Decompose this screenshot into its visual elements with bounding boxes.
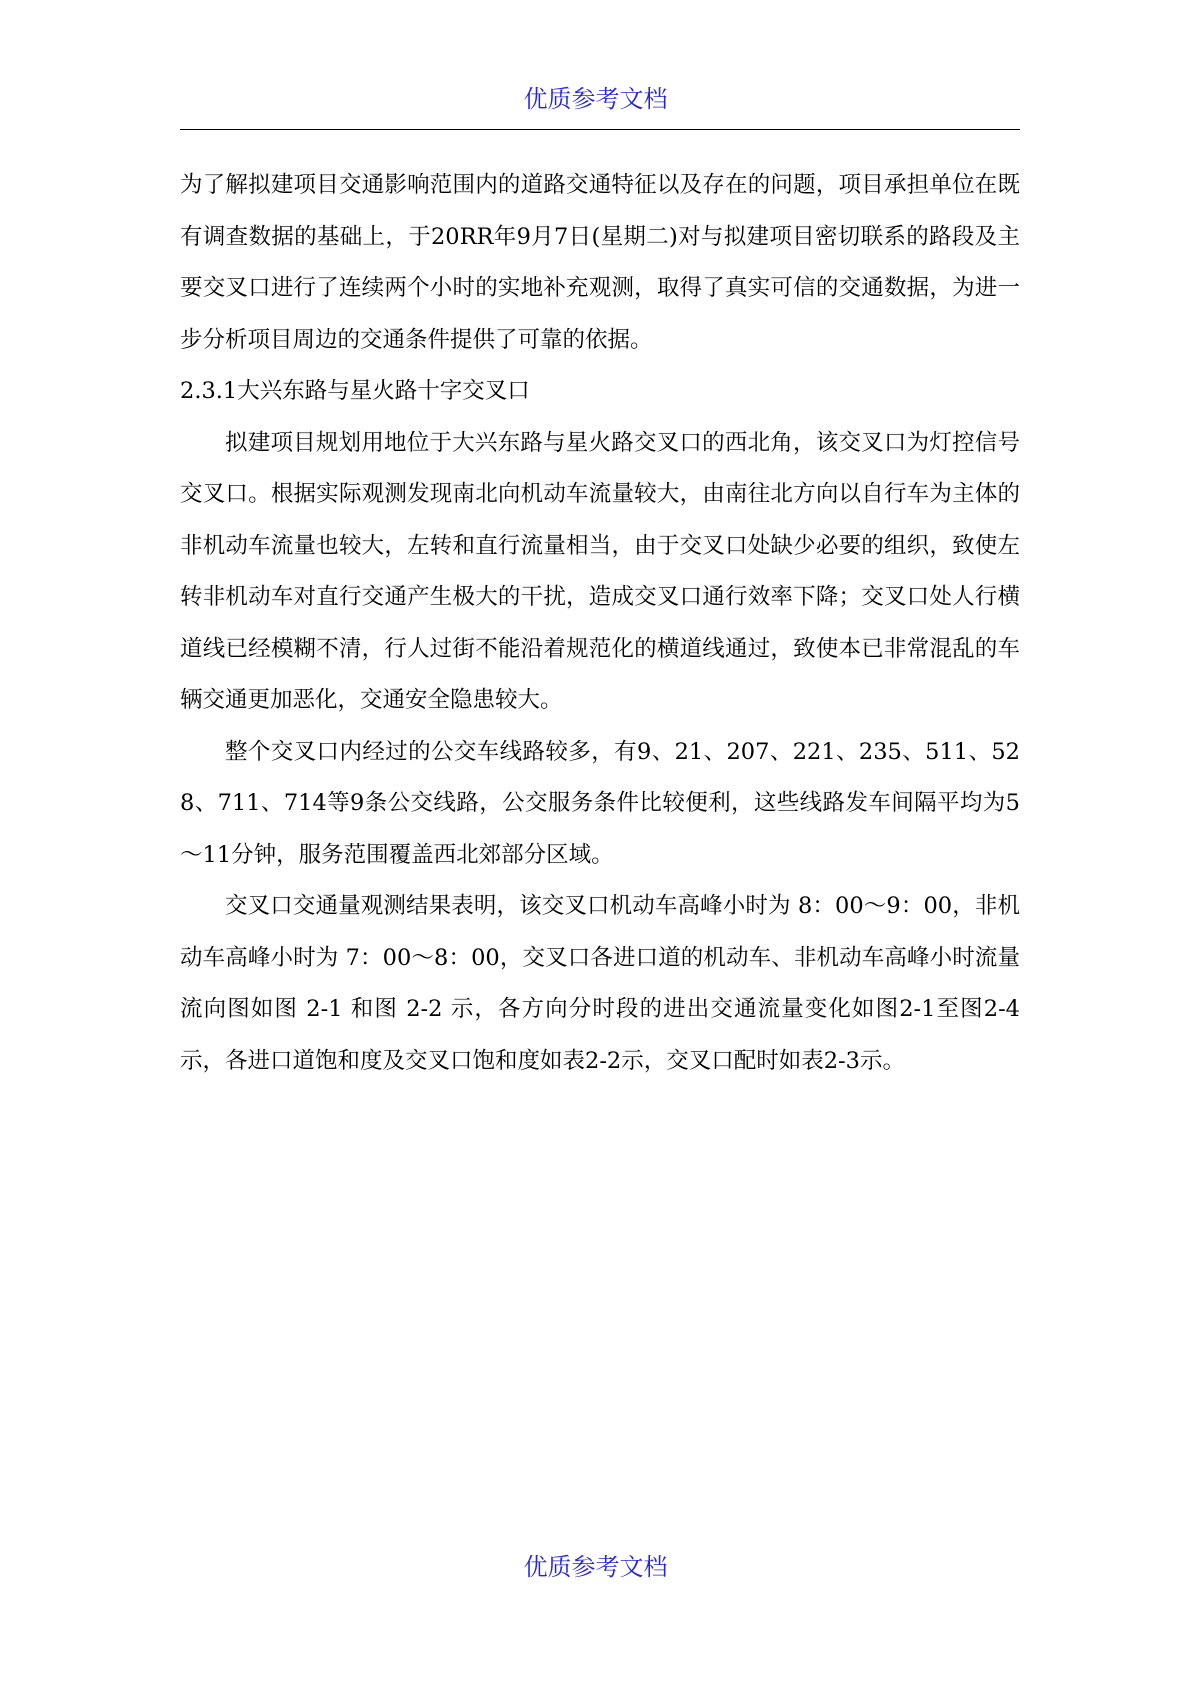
intersection-description-paragraph: 拟建项目规划用地位于大兴东路与星火路交叉口的西北角，该交叉口为灯控信号交叉口。根据实际观测发现南北向机动车流量较大，由南往北方向以自行车为主体的非机动车流量也较大，左转和直行流量相当，由于交叉口处缺少必要的组织，致使左转非机动车对直行交通产生极大的干扰，造成交叉口通行效率下降；交叉口处人行横道线已经模糊不清，行人过街不能沿着规范化的横道线通过，致使本已非常混乱的车辆交通更加恶化，交通安全隐患较大。 — [180, 429, 1020, 713]
page-header-title: 优质参考文档 — [523, 85, 668, 113]
intro-paragraph: 为了解拟建项目交通影响范围内的道路交通特征以及存在的问题，项目承担单位在既有调查数据的基础上，于20RR年9月7日(星期二)对与拟建项目密切联系的路段及主要交叉口进行了连续两个小时的实地补充观测，取得了真实可信的交通数据，为进一步分析项目周边的交通条件提供了可靠的依据。 — [180, 172, 1020, 353]
section-heading: 2.3.1大兴东路与星火路十字交叉口 — [180, 378, 530, 404]
bus-lines-paragraph: 整个交叉口内经过的公交车线路较多，有9、21、207、221、235、511、528、711、714等9条公交线路，公交服务条件比较便利，这些线路发车间隔平均为5～11分钟，服务范围覆盖西北郊部分区域。 — [180, 738, 1020, 868]
document-body — [180, 160, 1020, 1087]
traffic-volume-paragraph: 交叉口交通量观测结果表明，该交叉口机动车高峰小时为 8：00～9：00，非机动车高峰小时为 7：00～8：00，交叉口各进口道的机动车、非机动车高峰小时流量流向图如图 2-1 和图 2-2 示，各方向分时段的进出交通流量变化如图2-1至图2-4示，各进口道饱和度及交叉口饱和度如表2-2示，交叉口配时如表2-3示。 — [180, 893, 1020, 1074]
header-divider — [180, 129, 1020, 130]
page-footer-title: 优质参考文档 — [523, 1553, 668, 1581]
